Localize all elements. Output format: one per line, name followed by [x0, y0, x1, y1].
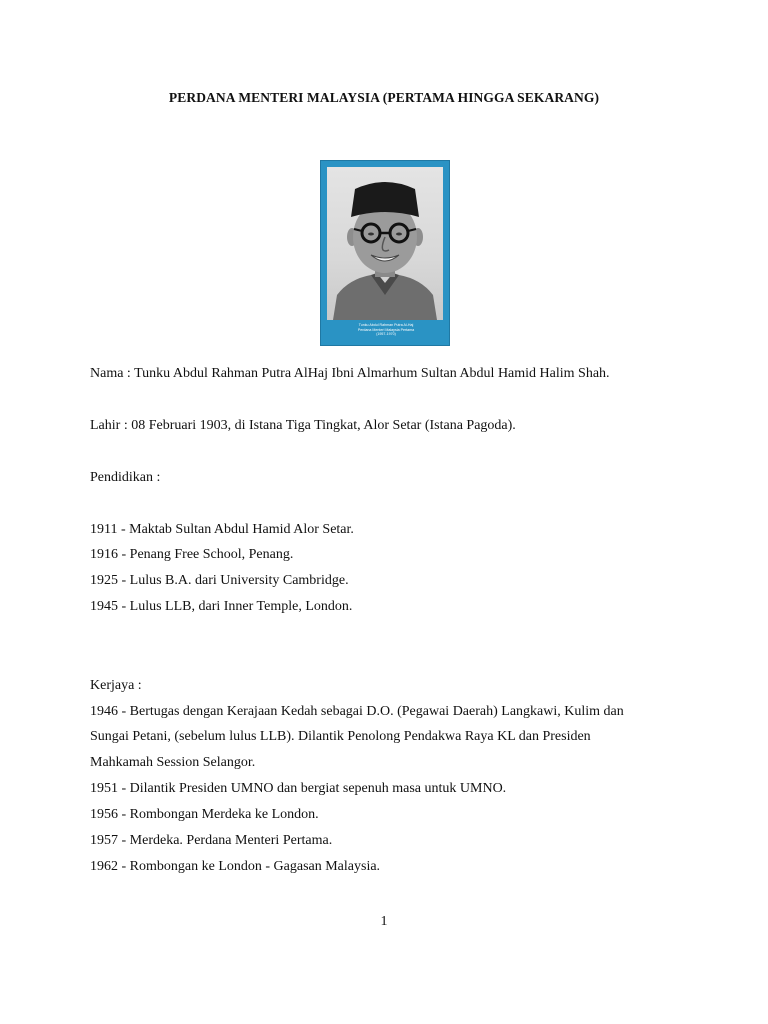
portrait-figure-icon — [327, 167, 443, 320]
kerjaya-item: 1956 - Rombongan Merdeka ke London. — [90, 807, 319, 822]
kerjaya-heading: Kerjaya : — [90, 678, 142, 693]
kerjaya-item: Mahkamah Session Selangor. — [90, 755, 256, 770]
portrait-caption-line: (1957-1970) — [376, 332, 396, 337]
portrait-photo — [327, 167, 443, 320]
pendidikan-item: 1945 - Lulus LLB, dari Inner Temple, London. — [90, 599, 353, 614]
kerjaya-item: Sungai Petani, (sebelum lulus LLB). Dilantik Penolong Pendakwa Raya KL dan Presiden — [90, 729, 591, 744]
kerjaya-item: 1946 - Bertugas dengan Kerajaan Kedah sebagai D.O. (Pegawai Daerah) Langkawi, Kulim dan — [90, 704, 624, 719]
kerjaya-item: 1962 - Rombongan ke London - Gagasan Malaysia. — [90, 859, 381, 874]
page-title: PERDANA MENTERI MALAYSIA (PERTAMA HINGGA SEKARANG) — [168, 90, 600, 105]
pendidikan-heading: Pendidikan : — [90, 470, 161, 485]
kerjaya-item: 1957 - Merdeka. Perdana Menteri Pertama. — [90, 833, 333, 848]
pendidikan-item: 1925 - Lulus B.A. dari University Cambridge. — [90, 573, 349, 588]
kerjaya-item: 1951 - Dilantik Presiden UMNO dan bergiat sepenuh masa untuk UMNO. — [90, 781, 507, 796]
portrait-caption — [327, 323, 445, 343]
portrait-image — [320, 160, 450, 346]
portrait-caption-line: Tunku Abdul Rahman Putra Al-Haj — [358, 323, 414, 327]
pendidikan-item: 1916 - Penang Free School, Penang. — [90, 547, 294, 562]
portrait-caption-line: Perdana Menteri Malaysia Pertama — [357, 327, 415, 332]
lahir-line: Lahir : 08 Februari 1903, di Istana Tiga Tingkat, Alor Setar (Istana Pagoda). — [90, 418, 516, 433]
nama-line: Nama : Tunku Abdul Rahman Putra AlHaj Ibni Almarhum Sultan Abdul Hamid Halim Shah. — [90, 366, 610, 381]
pendidikan-item: 1911 - Maktab Sultan Abdul Hamid Alor Setar. — [90, 522, 354, 537]
page-number: 1 — [380, 914, 388, 929]
